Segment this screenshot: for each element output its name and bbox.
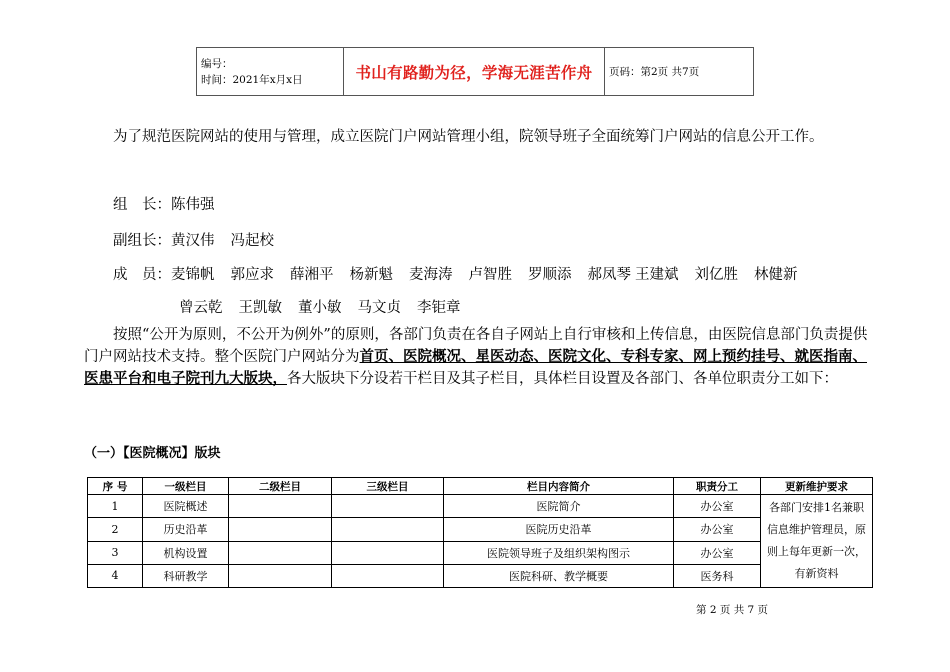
level3-column bbox=[332, 495, 444, 518]
member-name: 麦锦帆 bbox=[171, 267, 215, 283]
member-name: 卢智胜 bbox=[468, 267, 512, 283]
level1-column: 科研教学 bbox=[143, 564, 229, 587]
level2-column bbox=[229, 495, 332, 518]
member-name: 董小敏 bbox=[298, 300, 342, 316]
table-row bbox=[88, 564, 873, 587]
leader-name: 陈伟强 bbox=[171, 197, 215, 213]
table-row bbox=[88, 541, 873, 564]
deputy-label: 副组长： bbox=[113, 233, 171, 249]
member-name: 林健新 bbox=[754, 267, 798, 283]
structure-text: 按照“公开为原则，不公开为例外”的原则，各部门负责在各自子网站上自行审核和上传信息，由医院信息部门负责提供门户网站技术支持。整个医院门户网站分为 bbox=[84, 327, 868, 365]
structure-paragraph bbox=[84, 324, 874, 390]
level3-column bbox=[332, 541, 444, 564]
member-name: 曾云乾 bbox=[179, 300, 223, 316]
level1-column: 医院概述 bbox=[143, 495, 229, 518]
column-header: 一级栏目 bbox=[143, 478, 229, 495]
level2-column bbox=[229, 564, 332, 587]
maintenance-requirement: 各部门安排1名兼职信息维护管理员，原则上每年更新一次，有新资料 bbox=[761, 495, 873, 588]
time-label: 时间：2021年x月x日 bbox=[201, 73, 303, 86]
column-header: 职责分工 bbox=[674, 478, 761, 495]
intro-paragraph: 为了规范医院网站的使用与管理，成立医院门户网站管理小组，院领导班子全面统筹门户网站的信息公开工作。 bbox=[113, 129, 824, 145]
member-name: 王凯敏 bbox=[238, 300, 282, 316]
column-header: 二级栏目 bbox=[229, 478, 332, 495]
member-name: 郝凤琴 bbox=[587, 267, 631, 283]
deputy-line bbox=[113, 229, 290, 250]
number-label: 编号： bbox=[201, 57, 233, 70]
responsible-dept: 办公室 bbox=[674, 495, 761, 518]
table-header-row bbox=[88, 478, 873, 495]
responsible-dept: 办公室 bbox=[674, 541, 761, 564]
row-number: 3 bbox=[88, 541, 143, 564]
table-row bbox=[88, 518, 873, 541]
member-name: 罗顺添 bbox=[528, 267, 572, 283]
deputy-name: 黄汉伟 bbox=[171, 233, 215, 249]
level3-column bbox=[332, 518, 444, 541]
row-number: 4 bbox=[88, 564, 143, 587]
member-name: 马文贞 bbox=[357, 300, 401, 316]
members-line-1 bbox=[113, 263, 814, 284]
column-header: 三级栏目 bbox=[332, 478, 444, 495]
content-description: 医院历史沿革 bbox=[444, 518, 674, 541]
header-meta bbox=[197, 48, 344, 96]
deputy-name: 冯起校 bbox=[230, 233, 274, 249]
column-table bbox=[87, 477, 873, 588]
leader-label: 组 长： bbox=[113, 197, 171, 213]
member-name: 李钜章 bbox=[417, 300, 461, 316]
row-number: 1 bbox=[88, 495, 143, 518]
member-name: 杨新魁 bbox=[349, 267, 393, 283]
member-name: 薛湘平 bbox=[290, 267, 334, 283]
section-title: （一）【医院概况】版块 bbox=[84, 446, 221, 461]
column-header: 序 号 bbox=[88, 478, 143, 495]
column-header: 栏目内容简介 bbox=[444, 478, 674, 495]
member-name: 刘亿胜 bbox=[694, 267, 738, 283]
members-label: 成 员： bbox=[113, 267, 171, 283]
table-row bbox=[88, 495, 873, 518]
column-header: 更新维护要求 bbox=[761, 478, 873, 495]
structure-text-end: 各大版块下分设若干栏目及其子栏目，具体栏目设置及各部门、各单位职责分工如下： bbox=[287, 371, 838, 387]
member-name: 郭应求 bbox=[230, 267, 274, 283]
page-info: 页码：第2页 共7页 bbox=[605, 48, 754, 96]
content-description: 医院科研、教学概要 bbox=[444, 564, 674, 587]
sections-list: 首页、医院概况、星医动态、医院文化、专科专家、网上预约挂号、就医指南、医患平台和电子院刊九大版块， bbox=[84, 348, 867, 387]
member-name: 王建斌 bbox=[635, 267, 679, 283]
row-number: 2 bbox=[88, 518, 143, 541]
responsible-dept: 办公室 bbox=[674, 518, 761, 541]
responsible-dept: 医务科 bbox=[674, 564, 761, 587]
level1-column: 历史沿革 bbox=[143, 518, 229, 541]
member-name: 麦海涛 bbox=[409, 267, 453, 283]
members-line-2 bbox=[179, 296, 477, 317]
level2-column bbox=[229, 541, 332, 564]
level2-column bbox=[229, 518, 332, 541]
leader-line bbox=[113, 193, 215, 214]
page-footer: 第 2 页 共 7 页 bbox=[696, 604, 769, 616]
level3-column bbox=[332, 564, 444, 587]
content-description: 医院领导班子及组织架构图示 bbox=[444, 541, 674, 564]
level1-column: 机构设置 bbox=[143, 541, 229, 564]
document-header bbox=[196, 47, 754, 96]
motto: 书山有路勤为径，学海无涯苦作舟 bbox=[344, 48, 605, 96]
content-description: 医院简介 bbox=[444, 495, 674, 518]
